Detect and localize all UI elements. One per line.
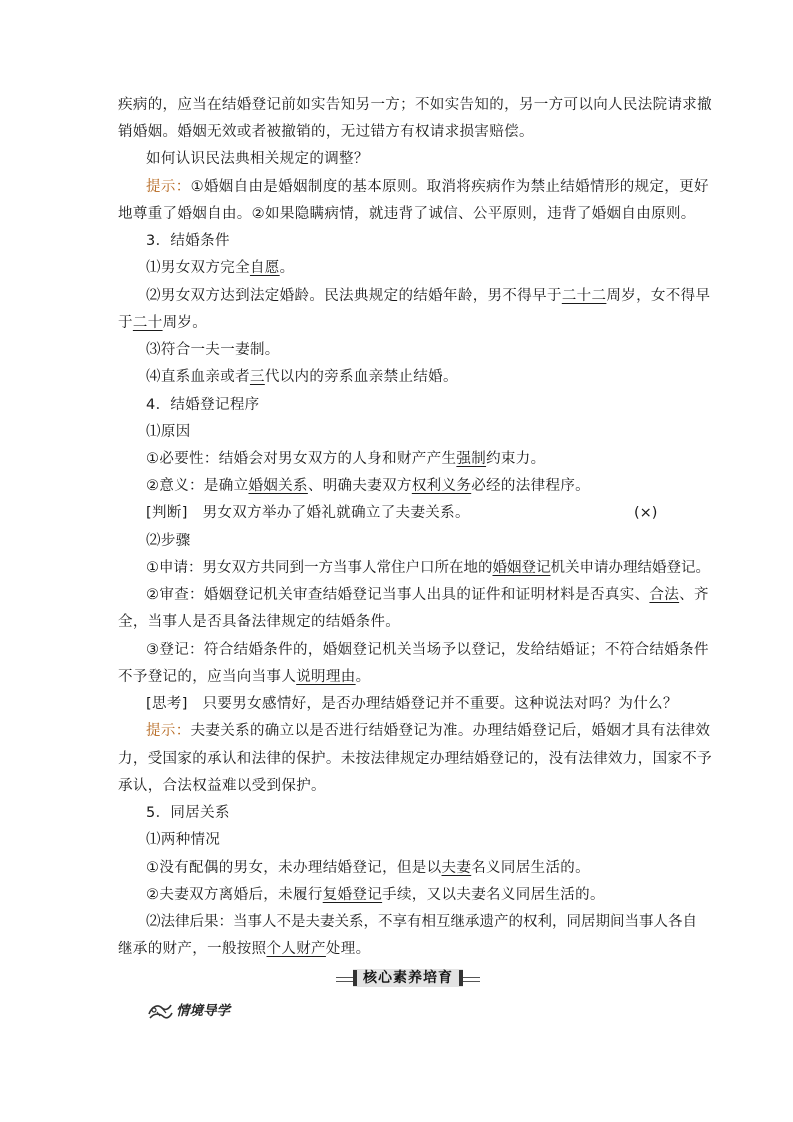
text: 继承的财产，一般按照 (118, 941, 267, 957)
paragraph-line (146, 287, 710, 305)
subheading (146, 532, 191, 550)
text: 力，受国家的承认和法律的保护。未按法律规定办理结婚登记的，没有法律效力，国家不予 (118, 751, 712, 767)
blank-answer: 说明理由 (296, 669, 356, 685)
paragraph-line (118, 668, 370, 686)
text: ②审查：婚姻登记机关审查结婚登记当事人出具的证件和证明材料是否真实、 (146, 587, 650, 603)
judgment-mark: (×) (634, 505, 658, 521)
blank-answer: 复婚登记 (322, 887, 383, 903)
blank-answer: 夫妻 (441, 860, 472, 876)
text: ①婚姻自由是婚姻制度的基本原则。取消将疾病作为禁止结婚情形的规定，更好 (190, 179, 709, 195)
heading-cohabitation (146, 804, 230, 822)
paragraph-line (118, 314, 207, 332)
scroll-dragon-icon (146, 1000, 174, 1022)
hint-line (146, 722, 710, 740)
text: 5．同居关系 (146, 805, 230, 821)
text: ⑴原因 (146, 424, 191, 440)
blank-answer: 个人财产 (266, 941, 326, 957)
paragraph-line (146, 859, 590, 877)
hint-label: 提示： (146, 179, 191, 195)
blank-answer: 自愿 (249, 260, 280, 276)
text: 如何认识民法典相关规定的调整？ (146, 151, 369, 167)
blank-answer: 婚姻登记 (492, 560, 551, 576)
text: ⑵步骤 (146, 533, 191, 549)
text: 夫妻关系的确立以是否进行结婚登记为准。办理结婚登记后，婚姻才具有法律效 (190, 723, 711, 739)
section-label: 情境导学 (176, 1003, 230, 1019)
section-banner (336, 969, 480, 987)
text: 销婚姻。婚姻无效或者被撤销的，无过错方有权请求损害赔偿。 (118, 124, 534, 140)
text: 不予登记的，应当向当事人 (118, 669, 297, 685)
text: ⑴男女双方完全 (146, 260, 250, 276)
text: ①申请：男女双方共同到一方当事人常住户口所在地的 (146, 560, 493, 576)
subheading (146, 831, 220, 849)
text: 周岁。 (162, 315, 208, 331)
blank-answer: 强制 (456, 451, 487, 467)
blank-answer: 二十二 (561, 288, 607, 304)
subheading (146, 423, 191, 441)
paragraph-line (118, 750, 712, 768)
blank-answer: 权利义务 (411, 478, 472, 494)
blank-answer: 三 (249, 369, 265, 385)
text: [思考] 只要男女感情好，是否办理结婚登记并不重要。这种说法对吗？为什么？ (146, 696, 678, 712)
paragraph-line (146, 559, 710, 577)
text: [判断] 男女双方举办了婚礼就确立了夫妻关系。 (146, 505, 470, 521)
paragraph-line (146, 641, 709, 659)
heading-registration-procedure (146, 396, 260, 414)
text: 于 (118, 315, 133, 331)
blank-answer: 合法 (649, 587, 680, 603)
text: 4．结婚登记程序 (146, 397, 260, 413)
text: 。 (279, 260, 295, 276)
text: 名义同居生活的。 (471, 860, 591, 876)
paragraph-line (146, 259, 295, 277)
text: 。 (355, 669, 371, 685)
text: ⑶符合一夫一妻制。 (146, 342, 280, 358)
text: 地尊重了婚姻自由。②如果隐瞒病情，就违背了诚信、公平原则，违背了婚姻自由原则。 (118, 206, 696, 222)
text: ⑵法律后果：当事人不是夫妻关系，不享有相互继承遗产的权利，同居期间当事人各自 (146, 914, 697, 930)
paragraph-line (118, 777, 326, 795)
text: 必经的法律程序。 (471, 478, 591, 494)
blank-answer: 婚姻关系 (248, 478, 308, 494)
paragraph-line (146, 450, 545, 468)
text: 3．结婚条件 (146, 233, 230, 249)
text: ①必要性：结婚会对男女双方的人身和财产产生 (146, 451, 457, 467)
paragraph-line (118, 613, 400, 631)
paragraph-line (146, 341, 280, 359)
paragraph-line (146, 886, 605, 904)
text: 手续，又以夫妻名义同居生活的。 (382, 887, 605, 903)
text: 周岁，女不得早 (606, 288, 711, 304)
hint-label: 提示： (146, 723, 191, 739)
judgment-line (146, 504, 470, 522)
paragraph-line (118, 123, 534, 141)
text: ⑵男女双方达到法定婚龄。民法典规定的结婚年龄，男不得早于 (146, 288, 562, 304)
paragraph-line (146, 913, 697, 931)
text: 约束力。 (486, 451, 546, 467)
text: 机关申请办理结婚登记。 (550, 560, 710, 576)
thinking-line (146, 695, 678, 713)
text: 承认，合法权益难以受到保护。 (118, 778, 326, 794)
paragraph-line (118, 205, 696, 223)
banner-title: 核心素养培育 (353, 969, 463, 987)
paragraph-line (146, 368, 458, 386)
text: 处理。 (325, 941, 371, 957)
blank-answer: 二十 (132, 315, 163, 331)
hint-line (146, 178, 709, 196)
paragraph-line (118, 940, 370, 958)
text: 代以内的旁系血亲禁止结婚。 (264, 369, 458, 385)
text: ③登记：符合结婚条件的，婚姻登记机关当场予以登记，发给结婚证；不符合结婚条件 (146, 642, 709, 658)
text: 、明确夫妻双方 (307, 478, 412, 494)
text: ②夫妻双方离婚后，未履行 (146, 887, 323, 903)
text: 全，当事人是否具备法律规定的结婚条件。 (118, 614, 401, 630)
question-line (146, 150, 369, 168)
paragraph-line (118, 96, 712, 114)
heading-marriage-conditions (146, 232, 230, 250)
text: ②意义：是确立 (146, 478, 249, 494)
text: ⑷直系血亲或者 (146, 369, 250, 385)
text: 疾病的，应当在结婚登记前如实告知另一方；不如实告知的，另一方可以向人民法院请求撤 (118, 97, 712, 113)
paragraph-line (146, 477, 590, 495)
text: ⑴两种情况 (146, 832, 221, 848)
paragraph-line (146, 586, 709, 604)
text: ①没有配偶的男女，未办理结婚登记，但是以 (146, 860, 442, 876)
text: 、齐 (679, 587, 709, 603)
